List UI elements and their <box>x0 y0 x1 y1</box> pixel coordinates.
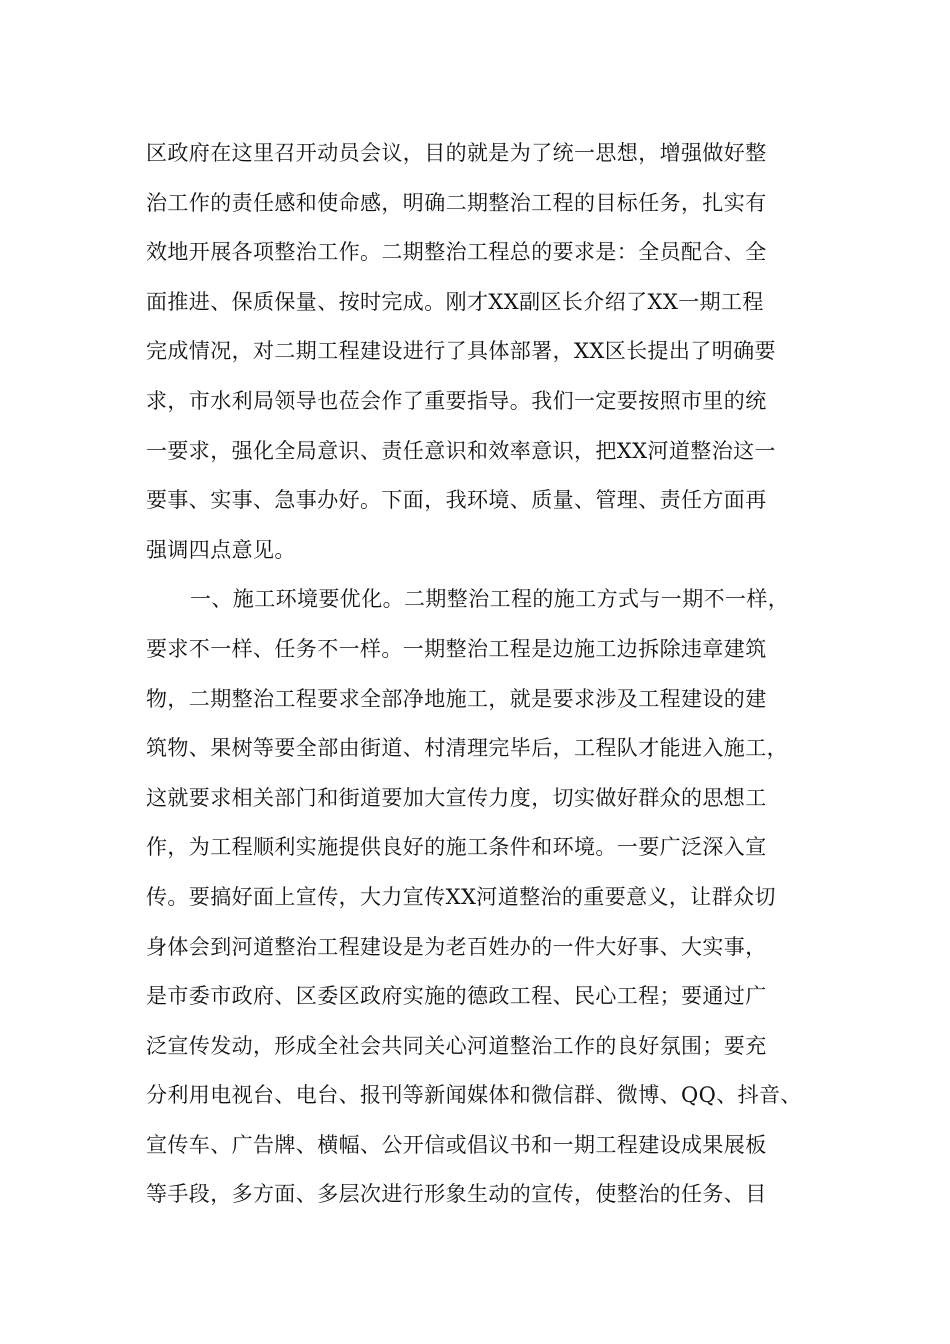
body-text <box>146 129 816 1220</box>
paragraph-start-line: 一、施工环境要优化。二期整治工程的施工方式与一期不一样， <box>190 587 790 612</box>
text-line: 宣传车、广告牌、横幅、公开信或倡议书和一期工程建设成果展板 <box>146 1132 767 1157</box>
text-line: 完成情况，对二期工程建设进行了具体部署，XX区长提出了明确要 <box>146 339 776 364</box>
text-line: 治工作的责任感和使命感，明确二期整治工程的目标任务，扎实有 <box>146 190 767 215</box>
text-line: 等手段，多方面、多层次进行形象生动的宣传，使整治的任务、目 <box>146 1182 767 1207</box>
text-line: 效地开展各项整治工作。二期整治工程总的要求是：全员配合、全 <box>146 240 767 265</box>
text-line: 要求不一样、任务不一样。一期整治工程是边施工边拆除违章建筑 <box>146 636 767 661</box>
text-line: 面推进、保质保量、按时完成。刚才XX副区长介绍了XX一期工程 <box>146 289 764 314</box>
text-line: 区政府在这里召开动员会议，目的就是为了统一思想，增强做好整 <box>146 141 767 165</box>
text-line: 分利用电视台、电台、报刊等新闻媒体和微信群、微博、QQ、抖音、 <box>146 1083 802 1108</box>
text-line: 泛宣传发动，形成全社会共同关心河道整治工作的良好氛围；要充 <box>146 1033 767 1058</box>
text-line: 一要求，强化全局意识、责任意识和效率意识，把XX河道整治这一 <box>146 438 776 463</box>
text-line: 要事、实事、急事办好。下面，我环境、质量、管理、责任方面再 <box>146 488 767 513</box>
text-line: 身体会到河道整治工程建设是为老百姓办的一件大好事、大实事， <box>146 934 767 959</box>
text-line: 筑物、果树等要全部由街道、村清理完毕后，工程队才能进入施工， <box>146 736 788 761</box>
text-line: 这就要求相关部门和街道要加大宣传力度，切实做好群众的思想工 <box>146 785 767 810</box>
text-line: 物，二期整治工程要求全部净地施工，就是要求涉及工程建设的建 <box>146 686 767 711</box>
text-line: 作，为工程顺利实施提供良好的施工条件和环境。一要广泛深入宣 <box>146 835 767 860</box>
text-line: 是市委市政府、区委区政府实施的德政工程、民心工程；要通过广 <box>146 984 767 1009</box>
text-line: 传。要搞好面上宣传，大力宣传XX河道整治的重要意义，让群众切 <box>146 884 776 909</box>
text-line: 强调四点意见。 <box>146 537 296 562</box>
text-line: 求，市水利局领导也莅会作了重要指导。我们一定要按照市里的统 <box>146 388 767 413</box>
